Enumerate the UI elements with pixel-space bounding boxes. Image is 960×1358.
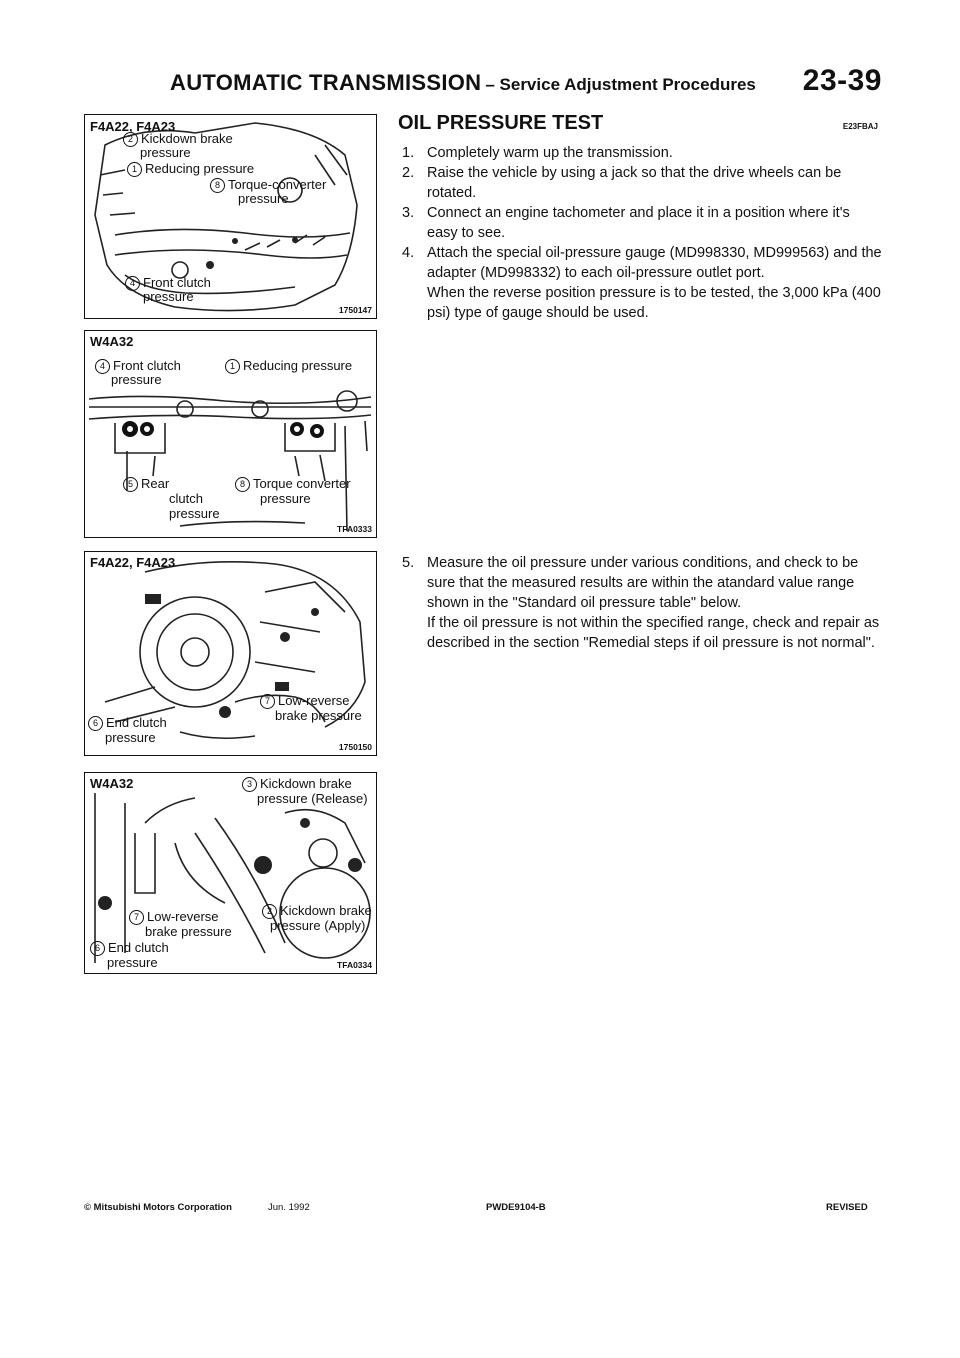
callout-8: 8 — [210, 178, 225, 193]
figure-1-model: F4A22, F4A23 — [90, 119, 176, 134]
figure-1-label-front-clutch-2: pressure — [143, 289, 194, 304]
step-number: 3. — [402, 205, 415, 221]
figure-4-label-kickdown-apply — [262, 903, 372, 919]
figure-2-w4a32-valve-body — [84, 330, 377, 538]
figure-4-label-low-reverse — [129, 909, 219, 925]
oil-pressure-test-section — [398, 112, 882, 323]
figure-3-label-low-reverse — [260, 693, 350, 709]
step-note: If the oil pressure is not within the specified range, check and repair as described in the section "Remedial steps if oil pressure is not normal". — [427, 615, 880, 651]
figure-3-label-text: Low-reverse — [278, 693, 350, 708]
figure-3-code: 1750150 — [338, 742, 372, 752]
figure-2-label-front-clutch-2: pressure — [111, 372, 162, 387]
step-note: When the reverse position pressure is to be tested, the 3,000 kPa (400 psi) type of gauge should be used. — [427, 285, 881, 321]
callout-5: 5 — [123, 477, 138, 492]
figure-2-label-rear — [123, 476, 169, 492]
step-number: 4. — [402, 245, 415, 261]
step-number: 2. — [402, 165, 415, 181]
callout-4: 4 — [125, 276, 140, 291]
figure-3-f4a22-transmission — [84, 551, 377, 756]
figure-4-code: TFA0334 — [337, 960, 372, 970]
step-number: 1. — [402, 145, 415, 161]
step-item — [398, 243, 882, 323]
figure-1-label-reducing — [127, 161, 254, 177]
step-text: Attach the special oil-pressure gauge (MD998330, MD999563) and the adapter (MD998332) to each oil-pressure outlet port. — [427, 245, 882, 281]
figure-4-label-text: End clutch — [108, 940, 169, 955]
callout-7: 7 — [260, 694, 275, 709]
figure-2-label-text: Front clutch — [113, 358, 181, 373]
callout-2: 2 — [123, 132, 138, 147]
figure-4-label-kickdown-release-2: pressure (Release) — [257, 791, 368, 806]
figure-4-model: W4A32 — [90, 776, 134, 791]
figure-2-label-torque — [235, 476, 351, 492]
figure-2-label-text: Rear — [141, 476, 170, 491]
page-header — [170, 64, 882, 98]
figure-2-label-rear-3: pressure — [169, 506, 220, 521]
step-text: Raise the vehicle by using a jack so that the drive wheels can be rotated. — [427, 165, 842, 201]
page-number: 23-39 — [802, 64, 882, 97]
callout-1: 1 — [127, 162, 142, 177]
figure-4-label-kickdown-apply-2: pressure (Apply) — [270, 918, 366, 933]
figure-3-label-end-clutch — [88, 715, 167, 731]
step-item — [398, 163, 882, 203]
section-title: OIL PRESSURE TEST — [398, 112, 604, 134]
callout-4: 4 — [95, 359, 110, 374]
figure-3-label-low-reverse-2: brake pressure — [275, 708, 362, 723]
step-number: 5. — [402, 555, 415, 571]
step-text: Measure the oil pressure under various conditions, and check to be sure that the measured results are within the atandard value range shown in the "Standard oil pressure table" below. — [427, 555, 859, 611]
callout-8: 8 — [235, 477, 250, 492]
step-item — [398, 553, 882, 653]
figure-1-label-torque-2: pressure — [238, 191, 289, 206]
step-text: Connect an engine tachometer and place it in a position where it's easy to see. — [427, 205, 850, 241]
footer-date: Jun. 1992 — [268, 1202, 310, 1213]
page-title: AUTOMATIC TRANSMISSION — [170, 70, 482, 95]
figure-2-code: TFA0333 — [337, 524, 372, 534]
figure-4-label-end-clutch — [90, 940, 169, 956]
step-5-block — [398, 553, 882, 653]
figure-1-label-text: Kickdown brake — [141, 131, 233, 146]
figure-3-label-end-clutch-2: pressure — [105, 730, 156, 745]
figure-4-label-text: Kickdown brake — [260, 776, 352, 791]
figure-4-label-text: Low-reverse — [147, 909, 219, 924]
callout-3: 3 — [242, 777, 257, 792]
figure-4-label-end-clutch-2: pressure — [107, 955, 158, 970]
figure-2-label-reducing — [225, 358, 352, 374]
footer-doc-id: PWDE9104-B — [486, 1202, 546, 1213]
step-text: Completely warm up the transmission. — [427, 145, 673, 161]
figure-1-label-kickdown-2: pressure — [140, 145, 191, 160]
footer-status: REVISED — [826, 1202, 868, 1213]
callout-7: 7 — [129, 910, 144, 925]
figure-3-label-text: End clutch — [106, 715, 167, 730]
figure-4-label-text: Kickdown brake — [280, 903, 372, 918]
figure-4-w4a32-transmission — [84, 772, 377, 974]
section-code: E23FBAJ — [842, 122, 878, 131]
figure-2-label-text: Torque converter — [253, 476, 351, 491]
figure-2-label-text: Reducing pressure — [243, 358, 353, 373]
page-subtitle: – Service Adjustment Procedures — [485, 75, 756, 94]
figure-2-label-rear-2: clutch — [169, 491, 203, 506]
figure-2-model: W4A32 — [90, 334, 134, 349]
callout-1: 1 — [225, 359, 240, 374]
section-heading — [398, 112, 882, 135]
step-item — [398, 203, 882, 243]
figure-1-label-text: Torque-converter — [228, 177, 327, 192]
figure-1-code: 1750147 — [338, 305, 372, 315]
figure-1-label-text: Front clutch — [143, 275, 211, 290]
steps-list — [398, 143, 882, 323]
footer-copyright: © Mitsubishi Motors Corporation — [84, 1202, 232, 1213]
steps-list-continued — [398, 553, 882, 653]
callout-2: 2 — [262, 904, 277, 919]
figure-1-f4a22-valve-body — [84, 114, 377, 319]
figure-1-label-text: Reducing pressure — [145, 161, 255, 176]
callout-6: 6 — [88, 716, 103, 731]
figure-2-label-torque-2: pressure — [260, 491, 311, 506]
callout-6: 6 — [90, 941, 105, 956]
figure-3-model: F4A22, F4A23 — [90, 555, 176, 570]
step-item — [398, 143, 882, 163]
figure-4-label-kickdown-release — [242, 776, 352, 792]
figure-4-label-low-reverse-2: brake pressure — [145, 924, 232, 939]
